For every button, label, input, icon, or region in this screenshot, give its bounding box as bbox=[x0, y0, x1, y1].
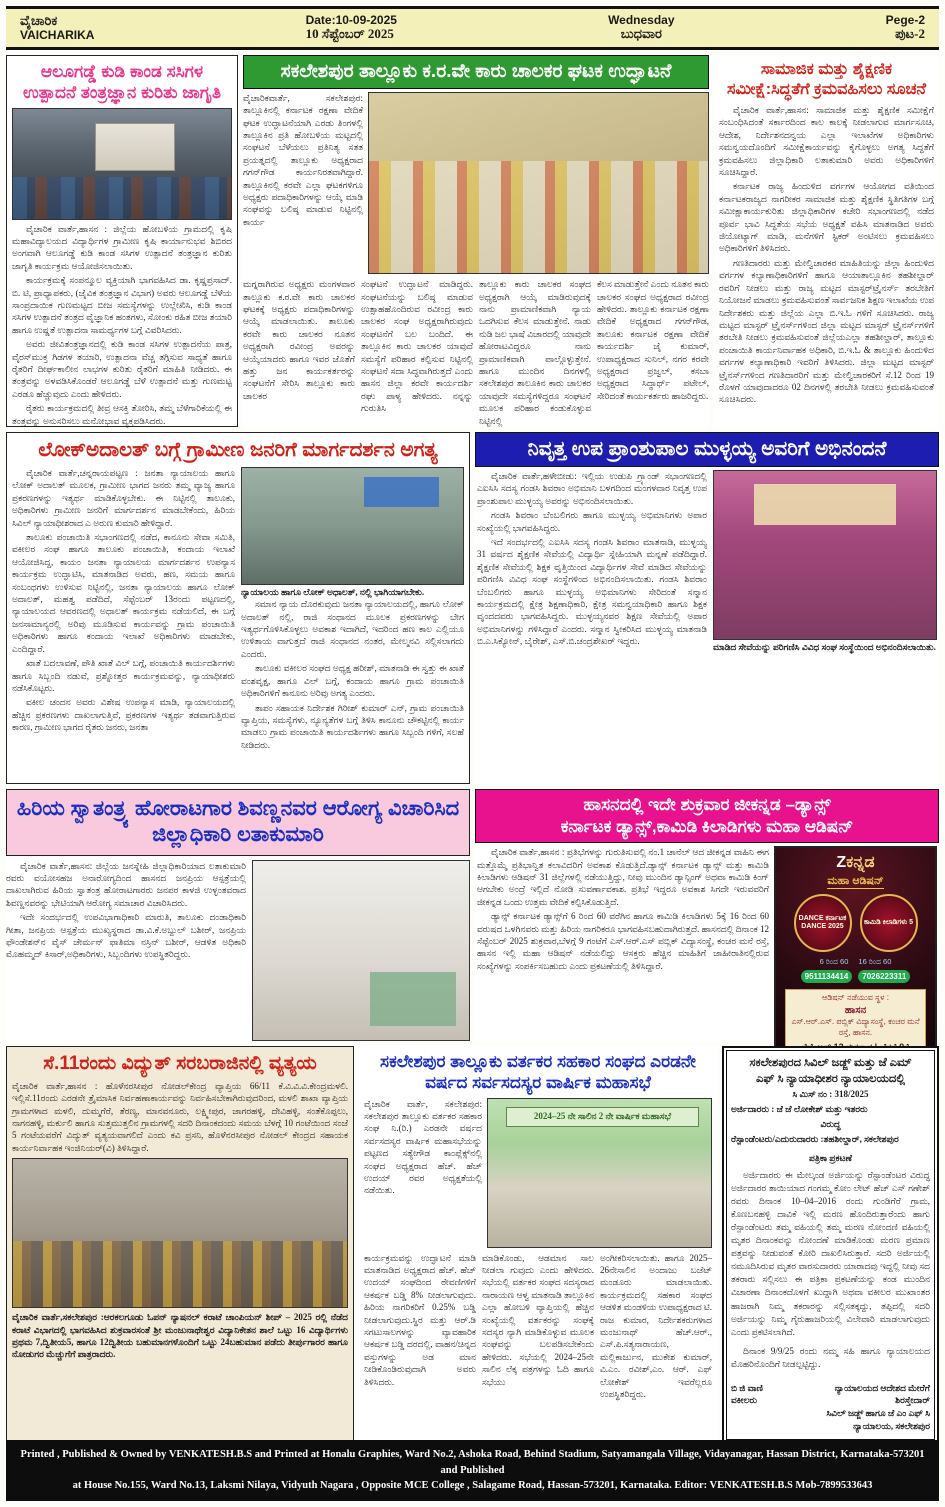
imprint-footer bbox=[6, 1440, 939, 1501]
whatsapp-phone-2: 7026223311 bbox=[858, 970, 910, 983]
court-hall-photo bbox=[241, 467, 464, 585]
article-car-unit-headline: ಸಕಲೇಶಪುರ ತಾಲ್ಲೂಕು ಕ.ರ.ವೇ ಕಾರು ಚಾಲಕರ ಘಟಕ ಉದ್ಘಾಟನೆ bbox=[243, 55, 709, 89]
paper-name bbox=[20, 14, 94, 43]
notice-body-paragraph: ಅರ್ಜಿದಾರರು ಈ ಮೇಲ್ಕಂಡ ಅರ್ಜಿಯನ್ನು ರೆಸ್ಪಾಂಡೆಂಟರ ವಿರುದ್ಧ ಅರ್ಜಿದಾರರ ತಾಯಿಯಾದ ಗಂಗಮ್ಮ ಕೋಂ ಲೇಟ್ ಹೆಚ್ ಎಸ್ ಗಣೇಶ್ ರವರು ದಿನಾಂಕ 10–04–2016 ರಂದು ಗುಂಡಿಗೆರೆ ಗ್ರಾಮ, ಕೊಣಬನಹಳ್ಳಿ ದಾವಿಕೆ ಇಲ್ಲಿ ಮರಣ ಹೊಂದಿರುತ್ತಾರೆಂದು ಹಾಗು ರೆಸ್ಪಾಂಡೆಂಟರು ತಮ್ಮ ವಹಿಯಲ್ಲಿ ತಮ್ಮ ಮರಣ ನೋಂದಣಿ ವಹಿಯಲ್ಲಿ ಮೃತರ ದಿನಾಂಕವನ್ನು ನೋಂದಣೆ ಮಾಡಿಕೊಂಡು ಮರಣ ಪ್ರಮಾಣ ಪತ್ರವನ್ನು ನೀಡುವಂತೆ ಕೋರಿ ದಾಖಲಿಸಿರುತ್ತಾರೆ. ಸದರಿ ಅರ್ಜಿಯಲ್ಲಿ ನಮೂದಿಸಿರುವ ಮೃತರ ವಾರಸುದಾರರು ಯಾರಾದವು ಇದ್ದಲ್ಲಿ ನೀವು ಸದ ತಕರಾರು ಸಲ್ಲಿಸಲು ಈ ಪತ್ರಿಕಾ ಪ್ರಕಟಣೆಯನ್ನು ಕಂಡ ಮುಂದಿನ ವಿಚಾರಣಾ ದಿನಾಂಕದೊಳಗೆ ಖುದ್ದಾಗಿ ಅಥವಾ ವಕೀಲರ ಮುಖಾಂತರ ಹಾಜರಾಗಿ ನಿಮ್ಮ ತಕರಾರನ್ನು ಸಲ್ಲಿಸತಕ್ಕದ್ದು, ತಪ್ಪಿದಲ್ಲಿ ಸದರಿ ಅರ್ಜಿಯನ್ನು ನಿಮ್ಮ ಗೈರುಹಾಜರಿಯಲ್ಲಿ ವಿಲೇವಾರಿ ಮಾಡಲಾಗುವುದು ಎಂದು ಪ್ರಕಟಿಸಲಾಗಿದೆ. bbox=[731, 1170, 930, 1337]
article-potato-body bbox=[12, 223, 232, 430]
zee-logo-z: Z bbox=[836, 854, 847, 872]
paragraph: ಕಾರ್ಯಕ್ರಮಕ್ಕೆ ಸಂಪನ್ಮೂಲ ವ್ಯಕ್ತಿಯಾಗಿ ಭಾಗವಹಿಸಿದ ಡಾ. ಕೃಷ್ಣಪ್ರಸಾದ್. ಬಿ. ಟಿ, ಪ್ರಾಧ್ಯಾಪಕರು, (ಜೈವಿಕ ತಂತ್ರಜ್ಞಾನ ವಿಭಾಗ) ಅವರು ಆಲೂಗಡ್ಡೆ ಬೆಳೆಯ ಸಾಂಪ್ರದಾಯಿಕ ಗುಣಮಟ್ಟದ ಬೀಜ ಸಮಸ್ಯೆಗಳನ್ನು ಉಲ್ಲೇಖಿಸಿ, ಕುಡಿ ಕಾಂಡ ಸಸಿಗಳ ಉತ್ಪಾದನೆ ತಂತ್ರದ ವೈಜ್ಞಾನಿಕ ಹಂತಗಳು, ಸೋಂಕು ರಹಿತ ಬೀಜ ತಯಾರಿ ಹಾಗೂ ಉಷ್ಣತೆ ಉತ್ಪಾದನಾ ಸಾಮರ್ಥ್ಯಗಳ ಬಗ್ಗೆ ವಿವರಿಸಿದರು. bbox=[12, 275, 232, 335]
page-number-english: Pege-2 bbox=[885, 12, 925, 27]
article-principal-headline: ನಿವೃತ್ತ ಉಪ ಪ್ರಾಂಶುಪಾಲ ಮುಳ್ಳಯ್ಯ ಅವರಿಗೆ ಅಭಿನಂದನೆ bbox=[475, 432, 939, 467]
notice-title-line1: ಸಕಲೇಶಪುರದ ಸಿವಿಲ್ ಜಡ್ಜ್ ಮತ್ತು ಜೆ ಎಮ್ bbox=[749, 1057, 912, 1069]
paragraph: ತಾಲೂಕು ಪಂಚಾಯಿತಿ ಸಭಾಂಗಣದಲ್ಲಿ ನಡೆದ, ಕಾನೂನು ಸೇವಾ ಸಮಿತಿ, ವಕೀಲರ ಸಂಘ ಹಾಗೂ ತಾಲೂಕು ಪಂಚಾಯಿತಿ, ಕಂದಾಯ ಇಲಾಖೆ ಆಯೋಜಿಸಿದ್ದ, ಕಾಯಂ ಜನತಾ ನ್ಯಾಯಾಲಯ ಮಾರ್ಗದರ್ಶನ ಉಪನ್ಯಾಸ ಕಾರ್ಯಕ್ರಮ ಉದ್ಘಾಟಿಸಿ, ಮಾತನಾಡಿದ ಅವರು, ಹಣ, ಸಮಯ ಹಾಗೂ ಸಂಬಂಧಗಳು ಉಳಿಸುವ ನಿಟ್ಟಿನಲ್ಲಿ, ಜನತಾ ನ್ಯಾಯಾಲಯ ಹಾಗೂ ಲೋಕ್ ಅದಾಲತ್, ಮಹತ್ವ ಪಡೆದಿದೆ, ಸೆಪ್ಟೆಂಬರ್ 13ರಂದು ಪಟ್ಟಣದಲ್ಲಿ, ನ್ಯಾಯಾಲಯದ ಆವರಣದಲ್ಲಿ ಅಧಾಲತ್ ಕಾರ್ಯಕ್ರಮ ನಡೆಯಲಿದೆ, ಈ ಬಗ್ಗೆ ಜನಸಾಮಾನ್ಯರಲ್ಲಿ ಅರಿವು ಮೂಡಿಸುವ ಕಾರ್ಯವನ್ನು ಗ್ರಾಮ ಪಂಚಾಯಿತಿ ಅಧಿಕಾರಿಗಳು ಹಾಗೂ ಕಂದಾಯ ಇಲಾಖೆ ಅಧಿಕಾರಿಗಳು ಮಾಡಬೇಕು, ಎಂದಿದ್ದಾರೆ. bbox=[12, 532, 235, 654]
article-audition-headline-line2: ಕರ್ನಾಟಕ ಡ್ಯಾನ್ಸ್,ಕಾಮಿಡಿ ಕಿಲಾಡಿಗಳು ಮಹಾ ಆಡಿಷನ್ bbox=[560, 817, 854, 837]
article-car-unit-columns bbox=[243, 278, 709, 427]
article-dc-visit bbox=[6, 789, 470, 1041]
felicitation-photo bbox=[713, 470, 937, 640]
issue-day-english: Wednesday bbox=[608, 12, 675, 27]
agm-banner-text: 2024–25 ನೇ ಸಾಲಿನ 2 ನೇ ವಾರ್ಷಿಕ ಮಹಾಸಭೆ bbox=[506, 1107, 699, 1127]
venue-address: ಎಸ್.ಆರ್.ಎಸ್. ಪಬ್ಲಿಕ್ ವಿದ್ಯಾಸಂಸ್ಥೆ, ಕಂಚರ ಮನೆ ರಸ್ತೆ, ಹಾಸನ. bbox=[791, 1017, 920, 1038]
advocate-name: ಬಿ ಜಿ ವಾಣಿ bbox=[731, 1382, 763, 1393]
venue-city: ಹಾಸನ bbox=[844, 1004, 867, 1016]
article-traders-agm bbox=[359, 1046, 717, 1444]
notice-title-line2: ಎಫ್ ಸಿ ನ್ಯಾಯಾಧೀಶರ ನ್ಯಾಯಾಲಯದಲ್ಲಿ bbox=[755, 1072, 906, 1085]
court-place-line: ನ್ಯಾಯಾಲಯ, ಸಕಲೇಶಪುರ bbox=[853, 1420, 930, 1431]
paragraph: ವೈಚಾರಿಕ ವಾರ್ತೆ,ಹಾಸನ: ಸಾಮಾಜಿಕ ಮತ್ತು ಶೈಕ್ಷಣಿಕ ಸಮೀಕ್ಷೆಗೆ ಸಂಬಂಧಿಸಿದಂತೆ ಸರ್ಕಾರದಿಂದ ಕಾಲ ಕಾಲಕ್ಕೆ ನೀಡಲಾಗುವ ಮಾರ್ಗಸೂಚಿ, ಆದೇಶ, ನಿರ್ದೇಶನದನ್ವಯ ಎಲ್ಲಾ ಇಲಾಖೆಗಳ ಅಧಿಕಾರಿಗಳು ಸಮನ್ವಯದೊಂದಿಗೆ ಸಮೀಕ್ಷೆಕಾರ್ಯವನ್ನು ಕೈಗೊಳ್ಳಲು ಅಗತ್ಯ ಸಿದ್ಧತೆಗೆ ಕ್ರಮವಹಿಸಲು ಜಿಲ್ಲಾಧಿಕಾರಿ ಲತಾಕುಮಾರಿ ಅವರು ಅಧಿಕಾರಿಗಳಿಗೆ ಸೂಚಿಸಿದ್ದಾರೆ. bbox=[719, 105, 934, 178]
page-number-kannada: ಪುಟ-2 bbox=[895, 26, 925, 42]
page-number bbox=[886, 14, 925, 43]
article-traders-intro: ವೈಚಾರಿಕ ವಾರ್ತೆ, ಸಕಲೇಶಪುರ: ಸಕಲೇಶಪುರ ತಾಲ್ಲೂಕು ವರ್ತಕರ ಸಹಕಾರ ಸಂಘ ನಿ.(ರಿ.) ಎರಡನೇ ವರ್ಷದ ಸರ್ವಸದಸ್ಯರ ವಾರ್ಷಿಕ ಮಹಾಸಭೆಯನ್ನು ಪಟ್ಟಣದ ಸತ್ಯೇಗೌಡ ಕಾಂಪ್ಲೆಕ್ಸ್‌ನಲ್ಲಿ ಸಂಘದ ಅಧ್ಯಕ್ಷರಾದ ಹೆಚ್. ಹೆಚ್ ಉದಯ್ ರವರ ಅಧ್ಯಕ್ಷತೆಯಲ್ಲಿ ನಡೆಯಿತು. bbox=[364, 1098, 482, 1196]
article-car-drivers-unit bbox=[243, 55, 709, 427]
article-traders-columns bbox=[364, 1252, 712, 1442]
paragraph: ವಕೀಲ ಚಂದನ ಅವರು ವಿಶೇಷ ಉಪನ್ಯಾಸ ಮಾಡಿ, ನ್ಯಾಯಾಲಯದಲ್ಲಿ ಹೆಚ್ಚಿನ ಪ್ರಕರಣಗಳು ದಾಖಲಾಗುತ್ತಿವೆ, ಪ್ರಕರಣಗಳ ಇತ್ಯರ್ಥ ತಡವಾಗುತ್ತಿರುವ ಕಾರಣ, ಗ್ರಾಮೀಣ ಭಾಗದ ರೈತರು ಜನರು, ಜನತಾ bbox=[12, 697, 235, 733]
maha-audition-label: ಮಹಾ ಆಡಿಷನ್ bbox=[827, 875, 884, 888]
column-1: ಮಗ್ನರಾಗಿರುವ ಅಧ್ಯಕ್ಷರು ಮಂಗಳವಾರ ತಾಲ್ಲೂಕು ಕ.ರ.ವೇ ಕಾರು ಚಾಲಕರ ಘಟಕಕ್ಕೆ ಅಧ್ಯಕ್ಷರು ಪದಾಧಿಕಾರಿಗಳನ್ನು ಆಯ್ಕೆ ಮಾಡಲಾಯಿತು. ತಾಲೂಕು ಕರವೇ ಕಾರು ಚಾಲಕರ ನೂತನ ಅಧ್ಯಕ್ಷರಾಗಿ ರವೀಂದ್ರ ಅವರನ್ನು ಆಯ್ಕೆಯಾದರು ಹಾಗೂ ಇವರ ಜೊತೆಗೆ ಹತ್ತು ಜನ ಕಾರ್ಯಕರ್ತರನ್ನು ಸಂಘಟನೆಗೆ ಸೇರಿಸಿ ತಾಲ್ಲೂಕು ಕಾರು ಚಾಲಕರ bbox=[243, 279, 355, 401]
notice-signatures bbox=[731, 1382, 930, 1432]
zee-kannada-advertisement bbox=[774, 846, 937, 1065]
column-2: ಮಾಡಿಕೊಂಡು, ಆಡಮಾನ ಸಾಲ ನೀಡಲಾ ಗುವುದು ಎಂದು ಹೇಳಿದರು. ಸಭೆಯಲ್ಲಿ ವರ್ತಕರ ಸಂಘದ ಸದಸ್ಯರಾದ ನಾರಾಯಣ ಆಳ್ವ ಮಾತನಾಡಿ ತಾಲ್ಲೂಕಿನ ಎಲ್ಲಾ ಹೋಬಳಿ ವ್ಯಾಪ್ತಿಯಲ್ಲಿ ಹೆಚ್ಚಿನ ಸಂಖ್ಯೆಯಲ್ಲಿ ವರ್ತಕರನ್ನು ಸಂಘಕ್ಕೆ ಸದಸ್ಯರ ನ್ಯಾಗಿ ಮಾಡಿಕೊಳ್ಳುವ ಮೂಲಕ ಸಂಘವನ್ನು ಬಲಪಡಿಸಬೇಕೆಂದು ಹೇಳಿದರು. ಸಭೆಯಲ್ಲಿ 2024–25ನೇ ಸಾಲಿನ ಲೆಕ್ಕ ಪತ್ರಗಳನ್ನು ಓದಿ ಹಾಗೂ ಸಭೆಯು bbox=[482, 1252, 594, 1387]
issue-date bbox=[306, 14, 397, 43]
paragraph: ಇದೆ ಸಂದರ್ಭದಲ್ಲಿ ಎಐಸಿಸಿ ಸದಸ್ಯ ಗಂಡಸಿ ಶಿವರಾಂ ಮಾತನಾಡಿ, ಮುಳ್ಳಯ್ಯ 31 ವರ್ಷದ ಶೈಕ್ಷಣಿಕ ಸೇವೆಯಲ್ಲಿ ವಿದ್ಯಾರ್ಥಿ ಸ್ನೇಹಿಯಾಗಿ ಮನ್ನಣೆ ಪಡೆದಿದ್ದಾರೆ. ಶೈಕ್ಷಣಿಕ ಸೇವೆಯಲ್ಲಿ ಶಿಕ್ಷಕ ವೃತ್ತಿಯಿಂದ ವಿದ್ಯಾರ್ಥಿಗಳ ಸೇವೆ ಮಾಡಿದ ಸೇವೆಯನ್ನು ಪರಿಗಣಿಸಿ ವಿವಿಧ ಸಂಘ ಸಂಸ್ಥೆಗಳಿಂದ ಅಭಿನಂದಿಸಲಾಯಿತು. ಗಂಡಸಿ ಶಿವರಾಂ ಬೆಂಬಲಿಗರು ಹಾಗೂ ಮುಳ್ಳಯ್ಯ ಅಭಿಮಾನಿಗಳು ಸೇರಿದಂತೆ ಸನ್ಮಾನ ಕಾರ್ಯಕ್ರಮದಲ್ಲಿ ಕ್ಷೇತ್ರ ಶಿಕ್ಷಣಾಧಿಕಾರಿ, ಕ್ಷೇತ್ರ ಸಮನ್ವಯಾಧಿಕಾರಿ ಹಾಗೂ ಶಿಕ್ಷಕ ವೃಂದದವರು ಭಾಗವಹಿಸಿದ್ದರು. ಮುಳ್ಳಯ್ಯನವರ ಶಿಕ್ಷಣ ಸೇವೆಯಲ್ಲಿ ಅಪಾರ ಅಭಿಮಾನಿಗಳನ್ನು ಗಳಿಸಿದ್ದಾರೆ ಎಂದರು. ಸನ್ಮಾನ ಸ್ವೀಕರಿಸಿದ ಮುಳ್ಳಯ್ಯ ಮಾತನಾಡಿ ಬಿ.ಎ.ಸಿಕ್ಯೋನ್, ಬೈರೇಶ್, ಎಸ್.ಬಿ.ಚಂದ್ರಶೇಖರ್ ಇದ್ದರು. bbox=[477, 537, 707, 647]
article-dc-visit-headline: ಹಿರಿಯ ಸ್ವಾತಂತ್ರ್ಯ ಹೋರಾಟಗಾರ ಶಿವಣ್ಣನವರ ಆರೋಗ್ಯ ವಿಚಾರಿಸಿದ ಜಿಲ್ಲಾಧಿಕಾರಿ ಲತಾಕುಮಾರಿ bbox=[16, 797, 460, 847]
article-dc-visit-headline-box bbox=[6, 789, 470, 856]
paragraph: ವೈಚಾರಿಕ ವಾರ್ತೆ,ಚನ್ನರಾಯಪಟ್ಟಣ : ಜನತಾ ನ್ಯಾಯಾಲಯ ಹಾಗೂ ಲೋಕ್ ಅದಾಲತ್ ಮೂಲಕ, ಗ್ರಾಮೀಣ ಭಾಗದ ಜನರು ತಮ್ಮ ವ್ಯಾಜ್ಯ ಹಾಗೂ ಪ್ರಕರಣಗಳನ್ನು ಇತ್ಯರ್ಥ ಮಾಡಿಕೊಳ್ಳಬೇಕು. ಈ ನಿಟ್ಟಿನಲ್ಲಿ ತಾಲೂಕು, ಅಧಿಕಾರಿಗಳು ಗ್ರಾಮೀಣ ಜನರಿಗೆ ಮಾರ್ಗದರ್ಶನ ಮಾಡಬೇಕೆಂದು, ಹಿರಿಯ ಸಿವಿಲ್ ನ್ಯಾಯಾಧೀಶರಾದ ಎ ಅರುಣ ಕುಮಾರಿ ಹೇಳಿದ್ದಾರೆ. bbox=[12, 468, 235, 528]
agm-meeting-photo bbox=[487, 1098, 712, 1248]
notice-versus: ವಿರುದ್ಧ bbox=[820, 1119, 841, 1130]
column-2: ಸಂಘಟನೆ ಉದ್ಘಾಟನೆ ಮಾಡಿದ್ದರು. ಸಂಘಟನೆಯನ್ನು ಬಲಿಷ್ಠ ಮಾಡುವ ಉತ್ಸಾಹಹೊಂದಿರುವ ರವೀಂದ್ರ ಕಾರು ಚಾಲಕರ ಸಂಘ ಅಧ್ಯಕ್ಷರಾಗಿರುವುದು ಸಂಘಟನೆಗೆ ಬಲ ಬಂದಿದೆ. ಈ ತಾಲ್ಲೂಕಿನ ಕಾರು ಚಾಲಕರ ಯಾವುದೆ ಸಮಸ್ಯೆಗೆ ಪರಿಹಾರ ಕಲ್ಪಿಸುವ ನಿಟ್ಟಿನಲ್ಲಿ ಸಂಘಟನೆ ಸದಾ ಸಿದ್ಧವಾಗಿರುತ್ತದೆ ಎಂದು ಹಾಸನ ಜಿಲ್ಲಾ ಕರವೇ ಕಾರ್ಯದರ್ಶಿ ರಘು ಪಾಳ್ಯ ಹೇಳಿದರು. ನನ್ನನ್ನು ಗುರುತಿಸಿ bbox=[361, 279, 473, 414]
paragraph: ಅವರು ಜೀವಿತಂತ್ರಜ್ಞಾನದಲ್ಲಿ ಕುಡಿ ಕಾಂಡ ಸಸಿಗಳ ಉತ್ಪಾದನೆಯ ಪಾತ್ರ, ವೈರಸ್‌ಮುಕ್ತ ಗಿಡಗಳ ತಯಾರಿ, ಉತ್ಪಾದನಾ ವೆಚ್ಚ ತಗ್ಗಿಸುವ ಸಾಧ್ಯತೆ ಹಾಗೂ ರೈತರಿಗೆ ದೀರ್ಘಕಾಲೀನ ಲಾಭಗಳ ಕುರಿತು ರೈತರಿಗೆ ಮಾಹಿತಿ ನೀಡಿದರು. ಈ ತಂತ್ರವನ್ನು ಅಳವಡಿಸಿಕೊಂಡರೆ ಆಲೂಗಡ್ಡೆ ಬೆಳೆ ಉತ್ಪಾದನೆ ಮತ್ತು ಗುಣಮಟ್ಟ ಎರಡೂ ಹೆಚ್ಚುವುದು ಎಂದು ಹೇಳಿದರು. bbox=[12, 339, 232, 399]
article-power-outage bbox=[6, 1046, 354, 1444]
age-range-comedy: 16 ರಿಂದ 60 bbox=[858, 957, 892, 967]
article-audition-headline-line1: ಹಾಸನದಲ್ಲಿ ಇದೇ ಶುಕ್ರವಾರ ಜೀಕನ್ನಡ –ಡ್ಯಾನ್ಸ್ bbox=[583, 795, 831, 814]
night-crowd-photo bbox=[12, 108, 232, 220]
article-adalat-headline: ಲೋಕ್‌ಅದಾಲತ್ ಬಗ್ಗೆ ಗ್ರಾಮೀಣ ಜನರಿಗೆ ಮಾರ್ಗದರ್ಶನ ಅಗತ್ಯ bbox=[38, 439, 438, 461]
drivers-group-photo bbox=[368, 92, 709, 274]
karate-trophies-photo bbox=[12, 1158, 348, 1308]
article-power-headline: ಸೆ.11ರಂದು ವಿದ್ಯುತ್ ಸರಬರಾಜಿನಲ್ಲಿ ವ್ಯತ್ಯಯ bbox=[43, 1053, 317, 1074]
paragraph: ಖಾತೆ ಬದಲಾವಣೆ, ಪೌತಿ ಖಾತೆ ವಿಲ್ ಬಗ್ಗೆ, ಪಂಚಾಯಿತಿ ಕಾರ್ಯದರ್ಶಿಗಳು ಹಾಗೂ ಸಿಬ್ಬಂದಿ ನಡುವೆ, ಪ್ರಶ್ನೋತ್ತರ ಕಾರ್ಯಕ್ರಮವನ್ನು, ನ್ಯಾಯಾಧೀಶರು ನಡೆಸಿಕೊಟ್ಟರು. bbox=[12, 658, 235, 693]
court-press-notice bbox=[722, 1046, 939, 1444]
paragraph: ಗಣತಿದಾರರು ಮತ್ತು ಮೇಲ್ವಿಚಾರಕರ ಮಾಹಿತಿಯನ್ನು ಜಿಲ್ಲಾ ಹಿಂದುಳಿದ ವರ್ಗಗಳ ಕಲ್ಯಾಣಾಧಿಕಾರಿಗಳಿಗೆ ಹಾಗೂ ಆಯಾತಾಲ್ಲೂಕಿನ ತಹಶೀಲ್ದಾರ್ ರವರಿಗೆ ನೀಡಲು ಮತ್ತು ರಾಜ್ಯ ಮಟ್ಟದ ಮಾಸ್ಟರ್‌ಟ್ರೈನರ್ಸ್ ತರಬೇತಿಗೆ ನಿಯೋಜನೆ ಮಾಡಲು ಕ್ರಮವಹಿಸುವಂತೆ ಸಾರ್ವಜನಿಕ ಶಿಕ್ಷಣ ಇಲಾಖೆಯ ಉಪ ನಿರ್ದೇಶಕರು ಮತ್ತು ಜಿಲ್ಲೆಯ ಎಲ್ಲಾ ಬಿ.ಇ.ಓ ಗಳಿಗೆ ಸೂಚಿಸಿದರು. ರಾಜ್ಯ ಮಟ್ಟದ ಮಾಸ್ಟರ್ ಟ್ರೈನರ್ಸ್‌ಗಳಿಂದ ಜಿಲ್ಲಾ ಮಟ್ಟದ ಮಾಸ್ಟರ್ ಟ್ರೈನರ್ಸ್‌ಗಳಿಗೆ ತರಬೇತಿ ನೀಡಲು ಕ್ರಮವಹಿಸುವಂತೆ ಜಿಲ್ಲೆಯಎಲ್ಲಾ ತಹಶೀಲ್ದಾರ್, ತಾಲ್ಲೂಕು ಪಂಚಾಯಿತಿ ಕಾರ್ಯನಿರ್ವಾಹಕ ಅಧಿಕಾರಿ, ಬಿ.ಇ.ಓ & ತಾಲ್ಲೂಕು ಹಿಂದುಳಿದ ವರ್ಗಗಳ ಕಲ್ಯಾಣಾಧಿಕಾರಿ ಇವರಿಗೆ ತಿಳಿಸಿದರು. ಜಿಲ್ಲಾ ಮಟ್ಟದ ಮಾಸ್ಟರ್ ಟ್ರೈನರ್ಸ್‌ಗಳಿಂದ ಗಣತಿದಾರರಿಗೆ ಮತ್ತು ಮೇಲ್ವಿಚಾರಕರಿಗೆ ಸೆ.12 ರಿಂದ 19 ರೊಳಗೆ ಯಾವುದಾದರೂ 02 ದಿನಗಳಲ್ಲಿ ತರಬೇತಿ ನೀಡಲು ಕ್ರಮವಹಿಸುವಂತೆ ಸೂಚಿಸಿದರು. bbox=[719, 257, 934, 405]
top-band bbox=[6, 55, 939, 427]
notice-dated-line: ದಿನಾಂಕ 9/9/25 ರಂದು ನಮ್ಮ ಸಹಿ ಹಾಗೂ ನ್ಯಾಯಾಲಯದ ಮೊಹರಿನೊಂದಿಗೆ ನೀಡಲ್ಪಟ್ಟಿದ್ದು. bbox=[731, 1345, 930, 1369]
issue-date-kannada: 10 ಸೆಪ್ಟೆಂಬರ್ 2025 bbox=[305, 26, 394, 42]
issue-day-kannada: ಬುಧವಾರ bbox=[620, 26, 662, 42]
article-principal-body-left bbox=[477, 470, 707, 653]
court-signature bbox=[826, 1382, 930, 1432]
paragraph: ಕರ್ನಾಟಕ ರಾಜ್ಯ ಹಿಂದುಳಿದ ವರ್ಗಗಳ ಆಯೋಗದ ವತಿಯಿಂದ ಕರ್ನಾಟಕರಾಜ್ಯದ ನಾಗರೀಕರ ಸಾಮಾಜಿಕ ಮತ್ತು ಶೈಕ್ಷಣಿಕ ಸ್ಥಿತಿಗತಿಗಳ ಬಗ್ಗೆ ಸಮೀಕ್ಷಾಕಾರ್ಯಕುರಿತು ಜಿಲ್ಲಾಧಿಕಾರಿಗಳ ಕಚೇರಿ ಸಭಾಂಗಣದಲ್ಲಿ ನಡೆದ ಪೂರ್ವ ಭಾವಿ ಸಿದ್ಧತೆಯ ಸಭೆಯ ಅಧ್ಯಕ್ಷತೆ ವಹಿಸಿ ಮಾತನಾಡಿದ ಅವರು ಜಿಯೋಟ್ಯಾಗ್ ಮಾಡಿ, ಮನೆಗಳಿಗೆ ಸ್ಟಿಕರ್ ಅಂಟಿಸಲು ಕ್ರಮವಹಿಸಲು ಅಧಿಕಾರಿಗಳಿಗೆ ತಿಳಿಸಿದರು. bbox=[719, 181, 934, 254]
notice-court-title bbox=[731, 1056, 930, 1087]
article-potato-headline: ಆಲೂಗಡ್ಡೆ ಕುಡಿ ಕಾಂಡ ಸಸಿಗಳ ಉತ್ಪಾದನೆ ತಂತ್ರಜ್ಞಾನ ಕುರಿತು ಜಾಗೃತಿ bbox=[22, 62, 221, 103]
paragraph: ತಾಪಂ ಸಹಾಯಕ ನಿರ್ದೇಶಕ ಗಿರೀಶ್ ಕುಮಾರ್ ಎನ್, ಗ್ರಾಮ ಪಂಚಾಯಿತಿ ವ್ಯಾಪ್ತಿಯ, ಸಮಸ್ಯೆಗಳು, ನ್ಯೂನ್ಯತೆಗಳ ಬಗ್ಗೆ ತಿಳಿಸಿ ಕಾನೂನು ಚೌಕಟ್ಟಿನಲ್ಲಿ ಕಾರ್ಯ ಮಾಡಲು ಗ್ರಾಮ ಪಂಚಾಯಿತಿ ಕಾರ್ಯದರ್ಶಿಗಳು ಹಾಗೂ ಸಿಬ್ಬಂದಿ ಗಳಿಗೆ, ಸಲಹೆ ನೀಡಿದರು. bbox=[241, 702, 464, 750]
zee-logo bbox=[836, 854, 874, 872]
karate-news-caption: ವೈಚಾರಿಕ ವಾರ್ತೆ,ಸಕಲೇಶಪುರ :ಆರಕಲಗೂಡು ಓಪನ್ ನ್ಯಾಷನಲ್ ಕರಾಟೆ ಚಾಂಪಿಯನ್ ಶೀಪ್ – 2025 ರಲ್ಲಿ ನೆಡೆದ ಕರಾಟೆ ವಿಭಾಗದಲ್ಲಿ ಭಾಗವಹಿಸಿದ ಶುಕ್ರವಾರಸಂತೆ ಶ್ರೀ ಮಂಜುನಾಥೇಶ್ವರ ವಿದ್ಯಾನಿಕೇತನ ಶಾಲೆ ಒಟ್ಟು 16 ವಿದ್ಯಾರ್ಥಿಗಳು ಪ್ರಥಮ 7,ದ್ವಿತೀಯ5, ಹಾಗೂ 12ದ್ವಿತೀಯ ಬಹುಮಾನಗಳೊಂದಿಗೆ ಒಟ್ಟು 24ಬಹುಮಾನ ಪಡೆದು ತೀರ್ಪುಗಾರರ ಹಾಗೂ ನೋಡುಗರ ಮೆಚ್ಚುಗೆಗೆ ಪಾತ್ರರಾದರು. bbox=[12, 1312, 348, 1360]
article-lok-adalat bbox=[6, 432, 470, 784]
felicitation-photo-caption: ಮಾಡಿದ ಸೇವೆಯನ್ನು ಪರಿಗಣಿಸಿ ವಿವಿಧ ಸಂಘ ಸಂಸ್ಥೆಯಿಂದ ಅಭಿನಂದಿಸಲಾಯಿತು. bbox=[713, 642, 936, 652]
article-adalat-column-2 bbox=[241, 467, 464, 780]
article-dc-visit-body bbox=[6, 860, 246, 1042]
article-power-body: ವೈಚಾರಿಕ ವಾರ್ತೆ,ಹಾಸನ : ಹೊಳೆನರಸೀಪುರ ನೋಡಲ್‌ಕೇಂದ್ರ ವ್ಯಾಪ್ತಿಯ 66/11 ಕೆ.ವಿ.ವಿ.ವಿ.ಕೇಂದ್ರಮಳಲಿ. ಇಲ್ಲಿಸೆ.11ರಂದು ಎರಡನೇ ತ್ರೈಮಾಸಿಕ ನಿರ್ವಹಣಾಕಾರ್ಯವನ್ನು ನಿರ್ವಹಿಸಬೇಕಾಗಿರುವುದರಿಂದ, ಮಳಲಿ ಶಾಖಾ ವ್ಯಾಪ್ತಿಯ ಗ್ರಾಮಗಳಾದ ಮಳಲಿ, ದುಮ್ಮಗೆರೆ, ತೆರಣ್ಯ, ಮಾನವನೂರು, ಲಕ್ಷ್ಮೀಪುರ, ಜಾಗರಹಳ್ಳಿ, ದೇವಿಹಳ್ಳಿ, ಸಂತೆಕೊಪ್ಪಲು, ನಾಗನಹಳ್ಳಿ, ಮರ್ಕುಲಿ ಹಾಗೂ ಸುತ್ತಮುತ್ತಲಿನ ಗ್ರಾಮಗಳಲ್ಲಿ ಸದರಿ ದಿನಾಂಕದಂದು ಸಮಯ ಬೆಳಗ್ಗೆ 10 ಗಂಟೆಯಿಂದ ಸಂಜೆ 5 ಗಂಟೆಯವರೆಗೆ ವಿದ್ಯುತ್ ವ್ಯತ್ಯಯವಾಗಲಿದೆ ಎಂದು ಕವಿ ಪ್ರಸನಿ, ಹೊಳೆನರಸೀಪುರ ನೋಡಲ್ ಕೇಂದ್ರದ ಸಹಾಯಕ ಕಾರ್ಯನಿರ್ವಾಹಕ ಇಂಜಿನಿಯರ್(ವಿ) ತಿಳಿಸಿದ್ದಾರೆ. bbox=[12, 1080, 348, 1153]
article-survey-headline: ಸಾಮಾಜಿಕ ಮತ್ತು ಶೈಕ್ಷಣಿಕ ಸಮೀಕ್ಷೆ:ಸಿದ್ಧತೆಗೆ ಕ್ರಮವಹಿಸಲು ಸೂಚನೆ bbox=[727, 61, 926, 98]
paragraph: ವೈಚಾರಿಕ ವಾರ್ತೆ,ಹಾಸನ : ಜಿಲ್ಲೆಯ ಹೋಬಳಿಯ ಗ್ರಾಮದಲ್ಲಿ ಕೃಷಿ ಮಹಾವಿದ್ಯಾಲಯದ ವಿದ್ಯಾರ್ಥಿಗಳ ಗ್ರಾಮೀಣ ಕೃಷಿ ಕಾರ್ಯಾನುಭವ ಶಿಬಿರದ ಅಂಗವಾಗಿ ಆಲೂಗಡ್ಡೆ ಕುಡಿ ಕಾಂಡ ಸಸಿಗಳ ಉತ್ಪಾದನೆ ತಂತ್ರಜ್ಞಾನ ಕುರಿತು ಜಾಗೃತಿ ಕಾರ್ಯಕ್ರಮ ಆಯೋಜಿಸಲಾಯಿತು. bbox=[12, 223, 232, 271]
middle-band bbox=[6, 432, 939, 784]
article-traders-headline: ಸಕಲೇಶಪುರ ತಾಲ್ಲೂಕು ವರ್ತಕರ ಸಹಕಾರ ಸಂಘದ ಎರಡನೇ ವರ್ಷದ ಸರ್ವಸದಸ್ಯರ ವಾರ್ಷಿಕ ಮಹಾಸಭೆ bbox=[380, 1052, 696, 1093]
article-potato-awareness bbox=[6, 55, 238, 427]
article-survey-body bbox=[719, 104, 934, 408]
imprint-line2: at House No.155, Ward No.13, Laksmi Nilaya, Vidyuth Nagara , Opposite MCE College , Salagame Road, Hassan-573201, Karnataka. Editor: VENKATESH.B.S Mob-7899533643 bbox=[72, 1480, 873, 1492]
paragraph: ರೈತರು ಕಾರ್ಯಕ್ರಮದಲ್ಲಿ ತೀವ್ರ ಆಸಕ್ತಿ ತೋರಿಸಿ, ತಮ್ಮ ಬೆಳೆಗಾರಿಕೆಯಲ್ಲಿ ಈ ತಂತ್ರವನ್ನು ಅನುಸರಿಸಲು ಮನೋಭಾವ ವ್ಯಕ್ತಪಡಿಸಿದರು. bbox=[12, 403, 232, 426]
by-order-line: ನ್ಯಾಯಾಲಯದ ಆದೇಶದ ಮೇರೆಗೆ bbox=[834, 1382, 930, 1393]
column-3: ತಾಲ್ಲೂಕು ಕಾರು ಚಾಲಕರ ಸಂಘದ ಅಧ್ಯಕ್ಷರಾಗಿ ಆಯ್ಕೆ ಮಾಡಿರುವುದಕ್ಕೆ ನಾನು ಪ್ರಾಮಾಣಿಕವಾಗಿ ನ್ಯಾಯ ಒದಗಿಸುವ ಕೆಲಸ ಮಾಡುತ್ತೇನೆ. ನಾಡು ನುಡಿ ಜಲ ಭಾಷೆ ವಿಚಾರದಲ್ಲಿ ಯಾವುದೇ ಹೋರಾಟವಿದ್ದರೂ ನಾನು ಪ್ರಾಮಾಣಿಕವಾಗಿ ಪಾಲ್ಗೊಳ್ಳುತ್ತೇನೆ. ಹಾಗೂ ಮುಂದಿನ ದಿನಗಳಲ್ಲಿ ಸಕಲೇಶಪುರ ತಾಲೂಕಿನ ಕಾರು ಚಾಲಕರ ಯಾವುದೇ ಸಮಸ್ಯೆಗಳಿದ್ದರೂ ಸಂಘಟನೆ ಮೂಲಕ ಪರಿಹಾರ ಕಂಡುಕೊಳ್ಳುವ ನಿಟ್ಟಿನಲ್ಲಿ bbox=[479, 279, 591, 426]
lower-band bbox=[6, 789, 939, 1041]
article-adalat-column-1 bbox=[12, 467, 235, 780]
court-name-line: ಸಿವಿಲ್ ಜಡ್ಜ್ ಹಾಗೂ ಜೆ ಎಂ ಎಫ್ ಸಿ bbox=[826, 1407, 930, 1418]
article-zee-audition bbox=[475, 789, 939, 1041]
whatsapp-phone-1: 9511134414 bbox=[801, 970, 853, 983]
article-audition-body bbox=[477, 846, 769, 1065]
venue-title: ಆಡಿಷನ್ ನಡೆಯುವ ಸ್ಥಳ : bbox=[822, 993, 889, 1003]
article-principal-felicitation bbox=[475, 432, 939, 784]
imprint-line1: Printed , Published & Owned by VENKATESH.B.S and Printed at Honalu Graphies, Ward No.2, Ashoka Road, Behind Stadium, Satyamangala Village, Vidayanagar, Hassan District, Karnataka-573201 and Published bbox=[20, 1448, 925, 1476]
issue-date-english: Date:10-09-2025 bbox=[305, 12, 397, 27]
sheristedar-line: ಶಿರಸ್ತೇದಾರ್ bbox=[895, 1395, 930, 1406]
masthead bbox=[6, 6, 939, 50]
column-3: ಅಂಗೀಕರಿಸಲಾಯಿತು. ಹಾಗೂ 2025–26ನೇಸಾಲಿನ ಅಂದಾಜು ಬಜೆಟ್ ಮಂಡೂರು ಮಾಡಲಾಯಿತು. ಕಾರ್ಯಕ್ರಮದಲ್ಲಿ ಸಹಕಾರ ಸಂಘದ ಆಡಳಿತ ಮಂಡಳಿಯ ಉಪಾಧ್ಯಕ್ಷರಾದ ಟಿ. ರಾಜ ಕುಮಾರ, ನಿರ್ದೇಶಕರುಗಳಾದ ಮಂಜುನಾಥ್ ಹೆಚ್.ಆರ್., ಎಸ್.ಪಿ.ಸತ್ಯನಾರಾಯಣ, ಮಲ್ಲಿಕಾರ್ಜುನ, ಮುಕೇಶ ಕುಮಾರ್, ವಿ.ಎಂ. ರವೀಶ್,ಎಂ. ಆರ್. ಎಫ್ ಲೋಕೇಶ್ ಇವರೆಲ್ಲರೂ ಉಪಸ್ಥಿತರಿದ್ದರು. bbox=[600, 1252, 713, 1399]
hospital-visit-photo bbox=[252, 860, 470, 1042]
column-1: ಕಾರ್ಯಕ್ರಮವನ್ನು ಉದ್ಘಾಟನೆ ಮಾಡಿ ಮಾತನಾಡಿದ ಅಧ್ಯಕ್ಷರಾದ ಹೆಚ್. ಹೆಚ್ ಉದಯ್ ಸಂಘದಿಂದ ಠೇವಣಿಗಳಿಗೆ ಆಕರ್ಷಕ ಬಡ್ಡಿ 8% ನೀಡಲಾಗುವುದು. ಹಿರಿಯ ನಾಗರಿಕರಿಗೆ 0.25% ಬಡ್ಡಿ ನೀಡಲಾಗುವುದು.ಸ್ಥಿರ ಮತ್ತು ಆರ್.ಡಿ ಸಗಟುಸಾಲಗಳನ್ನು ವ್ಯಾವಹಾರಿಕ ಆಕರ್ಷಕ ಬಡ್ಡಿ ದರದಲ್ಲಿ, ವಾಹನ/ಚಿನ್ನದ ವಸ್ತುಗಳನ್ನು ಅಡ ಮಾನ ನೀಡಿಕೊಂಡಿರುವುದಾಗಿ ಅವರು ತಿಳಿಸಿದರು. bbox=[364, 1252, 476, 1387]
article-audition-headline bbox=[475, 789, 939, 843]
paper-name-english: VAICHARIKA bbox=[20, 27, 95, 42]
notice-respondent: ರೆಸ್ಪಾಂಡೆಂಟರು/ಎದುರುದಾರರು :ತಹಶೀಲ್ದಾರ್, ಸಕಲೇಶಪುರ bbox=[731, 1134, 899, 1145]
paragraph: ವೈಚಾರಿಕ ವಾರ್ತೆ,ಹಾಸನ: ಜಿಲ್ಲೆಯ ಜನಸ್ನೇಹಿ ಜಿಲ್ಲಾಧಿಕಾರಿಯಾದ ಲತಾಕುಮಾರಿ ರವರು ವಯೋಸಹಜ ಅನಾರೋಗ್ಯದಿಂದ ಹಾಸನದ ಜನಪ್ರಿಯ ಆಸ್ಪತ್ರೆಯಲ್ಲಿ ದಾಖಲಾಗಿರುವ ಹಿರಿಯ ಸ್ವಾತಂತ್ರ ಹೋರಾಟಗಾರರು ಜನಪರ ಕಾಳಜಿ ಉಳ್ಳಂತವರಾದ ಶಿವಣ್ಣನವರನ್ನು ಭೇಟಿಯಾಗಿ ಆರೋಗ್ಯ ಸಮಾಚಾರ ವಿಚಾರಿಸಿದರು. bbox=[6, 860, 246, 908]
article-survey-instruction bbox=[714, 55, 939, 427]
paragraph: ವೈಚಾರಿಕ ವಾರ್ತೆ,ಹಾಸನ : ಪ್ರತಿಭೆಗಳನ್ನು ಗುರುತಿಸುವಲ್ಲಿ ನಂ.1 ಚಾನೆಲ್ ಆದ ಜೀಕನ್ನಡ ವಾಹಿನಿ ಈಗ ಮತ್ತೊಮ್ಮೆ ಪ್ರತಿಭಾನ್ವಿತ ಕಲಾವಿದರಿಗೆ ಅವಕಾಶ ಕೊಡುತ್ತಿದೆ.ಡ್ಯಾನ್ಸ್ ಕರ್ನಾಟಕ ಡ್ಯಾನ್ಸ್ ಮತ್ತು ಕಾಮಿಡಿ ಕಿಲಾಡಿಗಳು ಆಡಿಷನ್ 31 ಜಿಲ್ಲೆಗಳಲ್ಲಿ ನಡೆಯುತ್ತಿದ್ದು, ನೀವು ಮುಂದಿನ ಡ್ಯಾನ್ಸಿಂಗ್ ಅಥವಾ ಕಾಮಿಡಿ ಕಿಂಗ್ ಆಗಬೇಕು ಅಂದ್ರೆ ಇಲ್ಲಿದೆ ನೋಡಿ ಸುವರ್ಣಾವಕಾಶ. ಪ್ರತಿಭೆ ಇದ್ದರೂ ಅವಕಾಶ ಸಿಗದೇ ಇರುವವರಿಗೆ ಜೀಕನ್ನಡ ಒಂದು ಉತ್ತಮ ವೇದಿಕೆ ಕಲ್ಪಿಸಿಕೊಡುತ್ತಿದೆ. bbox=[477, 847, 769, 907]
advocate-role: ವಕೀಲರು bbox=[731, 1395, 758, 1406]
notice-case-number: ಸಿ ಮಿಸ್ ನಂ : 318/2025 bbox=[792, 1089, 869, 1100]
paragraph: ಸಮಾನ ನ್ಯಾಯ ದೊರಕುವುದು ಜನತಾ ನ್ಯಾಯಾಲಯದಲ್ಲಿ, ಹಾಗೂ ಲೋಕ್ ಅದಾಲತ್ ನಲ್ಲಿ, ರಾಜಿ ಸಂಧಾನದ ಮೂಲಕ ಪ್ರಕರಣಗಳನ್ನು ಬೇಗ ಇತ್ಯರ್ಥಗೊಳಿಸಿಕೊಳ್ಳಲು ಅವಕಾಶ ಇದಾಗಿದೆ, ಇದರಿಂದ ಹಣ ಕಾಲ ಎಲ್ಲಿಯೂ ಉಳಿತಾಯ ವಾಗುತ್ತದೆ ರಾಜಿ ಸಂಧಾನದ ನಂತರ, ಮೇಲ್ಮನವಿ ಸಲ್ಲಿಸಲಾಗದು ಎಂದರು. bbox=[241, 599, 464, 659]
paper-name-kannada: ವೈಚಾರಿಕ bbox=[20, 12, 58, 28]
comedy-khiladigalu-logo: ಕಾಮಿಡಿ ಕಿಲಾಡಿಗಳು 5 bbox=[860, 894, 918, 952]
paragraph: ವೈಚಾರಿಕ ವಾರ್ತೆ,ಹಳೇಬೀಡು: ಇಲ್ಲಿಯ ಉಡುಪಿ ಗ್ರ್ಯಾಂಡ್ ಸಭಾಂಗಣದಲ್ಲಿ ಎಐಸಿಸಿ ಸದಸ್ಯ ಗಂಡಸಿ ಶಿವರಾಂ ಅಭಿಮಾನಿ ಬಳಗದಿಂದ ಮಂಗಳವಾರ ನಿವೃತ್ತ ಉಪ ಪ್ರಾಂಶುಪಾಲ ಮುಳ್ಳಯ್ಯ ಅವರನ್ನು ಅಭಿನಂದಿಸಲಾಯಿತು. bbox=[477, 471, 707, 506]
notice-petitioner: ಅರ್ಜಿದಾರರು : ಜೆ ಜೆ ಲೋಕೇಶ್ ಮತ್ತು ಇತರರು bbox=[731, 1104, 868, 1115]
zee-logo-kannada: ಕನ್ನಡ bbox=[846, 854, 875, 872]
court-photo-caption: ನ್ಯಾಯಾಲಯ ಹಾಗೂ ಲೋಕ್ ಅಧಾಲತ್, ನಲ್ಲಿ ಭಾಗಿಯಾಗಬೇಕು. bbox=[241, 587, 425, 597]
dance-karnataka-dance-logo: DANCE ಕರ್ನಾಟಕ DANCE 2025 bbox=[794, 894, 852, 952]
paragraph: ಇದೇ ಸಂದರ್ಭದಲ್ಲಿ ಉಪವಿಭಾಗಾಧಿಕಾರಿ ಮಾರುತಿ, ತಾಲೂಕು ದಂಡಾಧಿಕಾರಿ ಗೀತಾ, ಜನಪ್ರಿಯ ಆಸ್ಪತ್ರೆಯ ಮುಖ್ಯಸ್ಥರಾದ ಡಾ.ವಿ.ಕೆ.ಅಬ್ದುಲ್ ಬಶೀರ್, ಜನಪ್ರಿಯ ಫೌಂಡೇಶನ್‌ನ ವೈಸ್ ಚೇರ್ಮನ್ ಫಾತಿಮಾ ನಸ್ರಿನ್ ಬಶೀರ್, ಆಡಳಿತ ಅಧಿಕಾರಿ ಮೊಹಮ್ಮದ್ ಕಿಸಾರ್,ಅಧಿಕಾರಿಗಳು, ಸಿಬ್ಬಂದಿಗಳು ಉಪಸ್ಥಿತರಿದ್ದರು. bbox=[6, 912, 246, 960]
advocate-signature bbox=[731, 1382, 763, 1432]
issue-day bbox=[608, 14, 674, 43]
paragraph: ತಾಲೂಕು ವಕೀಲರ ಸಂಘದ ಅಧ್ಯಕ್ಷ ಹರೀಶ್, ಮಾತನಾಡಿ ಈ ಸ್ವತ್ತು ಈ ಖಾತೆ ವಂಶವೃಕ್ಷ, ಹಾಗೂ ವಿಲ್ ಬಗ್ಗೆ, ಕಂದಾಯ ಹಾಗೂ ಗ್ರಾಮ ಪಂಚಾಯಿತಿ ಅಧಿಕಾರಿಗಳಿಗೆ ಕಾನೂನು ಅರಿವು ಅಗತ್ಯ ಎಂದರು. bbox=[241, 663, 464, 699]
article-principal-photo-block bbox=[713, 470, 937, 653]
paragraph: ಡ್ಯಾನ್ಸ್ ಕರ್ನಾಟಕ ಡ್ಯಾನ್ಸ್‌ಗೆ 6 ರಿಂದ 60 ವರೆಗಿನ ಹಾಗೂ ಕಾಮಿಡಿ ಕಿಲಾಡಿಗಳು 5ಕ್ಕೆ 16 ರಿಂದ 60 ವರುಷದ ಒಳಗಿನವರು ಮತ್ತು ಹಿರಿಯ ನಾಗರಿಕರೂ ಭಾಗವಹಿಸಬಹುದಾಗಿರುತ್ತದೆ. ಹಾಸನದಲ್ಲಿ ದಿನಾಂಕ 12 ಸೆಪ್ಟೆಂಬರ್ 2025 ಶುಕ್ರವಾರ,ಬೆಳಗ್ಗೆ 9 ಗಂಟೆಗೆ ಎಸ್.ಆರ್.ಎಸ್ ಪಬ್ಲಿಕ್ ವಿದ್ಯಾಸಂಸ್ಥೆ, ಕಂಚರ ಮನೆ ರಸ್ತೆ, ಹಾಸನ ಇಲ್ಲಿ ಮಹಾ ಆಡಿಷನ್ ನಡೆಯಲಿದ್ದು ಆಸಕ್ತರು ಹೆಚ್ಚಿನ ಮಾಹಿತಿಗೆ ಜಾಹೀರಾತಿನಲ್ಲಿರುವ ಸಂಖ್ಯೆಗಳನ್ನು ಸಂಪರ್ಕಿಸಬಹುದು ಎಂದು ಪ್ರಕಟಣೆಯಲ್ಲಿ ತಿಳಿಸಿದ್ದಾರೆ. bbox=[477, 911, 769, 971]
bottom-band bbox=[6, 1046, 939, 1444]
age-range-dance: 6 ರಿಂದ 60 bbox=[819, 957, 849, 967]
notice-subheading: ಪತ್ರಿಕಾ ಪ್ರಕಟಣೆ bbox=[808, 1153, 853, 1164]
column-4: ಕೆಲಸ ಮಾಡುತ್ತೇನೆ ಎಂದು ನೂತನ ಕಾರು ಚಾಲಕರ ಸಂಘದ ಅಧ್ಯಕ್ಷರಾದ ರವೀಂದ್ರ ಹೇಳಿದರು. ತಾಲ್ಲೂಕು ಕರ್ನಾಟಕ ರಕ್ಷಣಾ ವೇದಿಕೆ ಅಧ್ಯಕ್ಷರಾದ ಗಗನ್‌ಗೌಡ, ತಾಲೂಕು ಕರ್ನಾಟಕ ರಕ್ಷಣಾ ವೇದಿಕೆ ಕಾರ್ಯದರ್ಶಿ ಜೈ ಕುಮಾರ್, ಉಪಾಧ್ಯಕ್ಷರಾದ ಸುನಿಲ್, ನಗರ ಕರವೇ ಅಧ್ಯಕ್ಷರಾದ ಪ್ರಜ್ವಲ್, ಕಸಬಾ ಅಧ್ಯಕ್ಷರಾದ ಸಿದ್ಧಾರ್ಥ್ ಪಟೇಲ್, ಸೇರಿದಂತೆ ಕಾರ್ಯಕರ್ತರು ಹಾಜರಿದ್ದರು. bbox=[597, 279, 709, 401]
paragraph: ಗಂಡಸಿ ಶಿವರಾಂ ಬೆಂಬಲಿಗರು ಹಾಗೂ ಮುಳ್ಳಯ್ಯ ಅಭಿಮಾನಿಗಳು ಅಪಾರ ಸಂಖ್ಯೆಯಲ್ಲಿ ಭಾಗವಹಿಸಿದ್ದರು. bbox=[477, 510, 707, 533]
article-car-unit-intro: ವೈಚಾರಿಕವಾರ್ತೆ, ಸಕಲೇಶಪುರ: ತಾಲ್ಲೂಕಿನಲ್ಲಿ ಕರ್ನಾಟಕ ರಕ್ಷಣಾ ವೇದಿಕೆ ಘಟಕ ಉದ್ಘಾಟನೆಯಾಗಿ ಎರಡು ತಿಂಗಳಲ್ಲಿ ತಾಲ್ಲೂಕಿನ ಪ್ರತಿ ಹೋಬಳಿಯ ಮಟ್ಟದಲ್ಲಿ ಸಂಘಟನೆ ಬೆಳೆಯಲು ಪ್ರತಿನಿತ್ಯ ಸತತ ಪ್ರಯತ್ನದಲ್ಲಿ ತಾಲ್ಲೂಕು ಅಧ್ಯಕ್ಷರಾದ ಗಗನ್‌ಗೌಡ ಕಾರ್ಯನಿರತವಾಗಿದ್ದಾರೆ. ತಾಲ್ಲೂಕಿನಲ್ಲಿ ಕರವೇ ಎಲ್ಲಾ ಘಟಕಗಳಿಗೂ ಅಧ್ಯಕ್ಷರು ಪದಾಧಿಕಾರಿಗಳನ್ನು ಆಯ್ಕೆ ಮಾಡಿ ಸಂಘವನ್ನು ಬಲಿಷ್ಠ ಮಾಡುವ ನಿಟ್ಟಿನಲ್ಲಿ ಕಾರ್ಯ bbox=[243, 92, 363, 227]
